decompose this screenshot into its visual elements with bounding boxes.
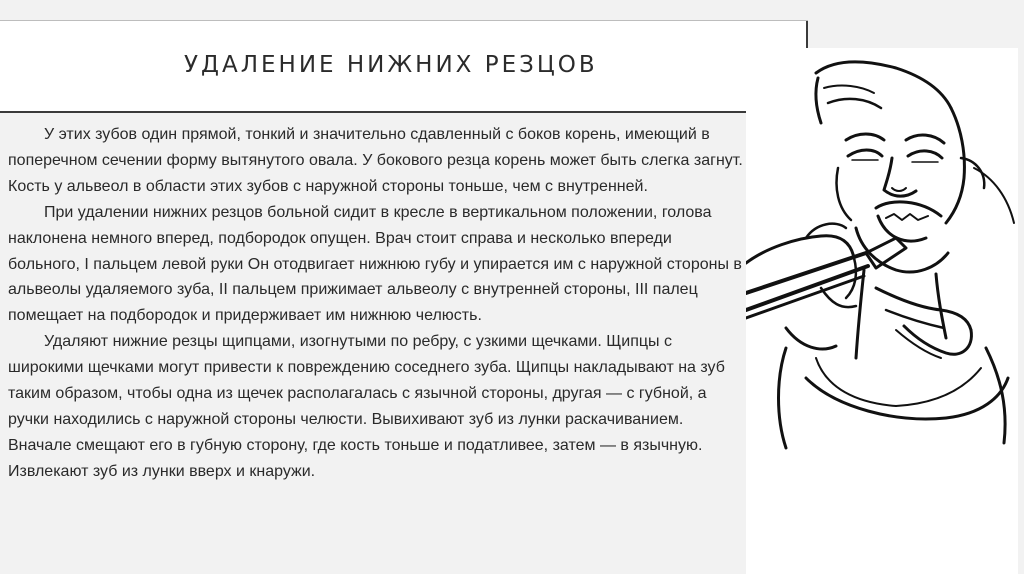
- paragraph-roots: У этих зубов один прямой, тонкий и значительно сдавленный с боков корень, имеющий в поперечном сечении форму вытянутого овала. У бокового резца корень может быть слегка загнут. Кость у альвеол в области этих зубов с наружной стороны тоньше, чем с внутренней.: [8, 126, 743, 195]
- title-top-divider: [0, 20, 808, 21]
- illustration-panel: [746, 48, 1018, 574]
- paragraph-forceps-technique: Удаляют нижние резцы щипцами, изогнутыми по ребру, с узкими щечками. Щипцы с широкими щечками могут привести к повреждению соседнего зуба. Щипцы накладывают на зуб таким образом, чтобы одна из щечек располагалась с язычной стороны, другая — с губной, а ручки находились с наружной стороны челюсти. Вывихивают зуб из лунки раскачиванием. Вначале смещают его в губную сторону, где кость тоньше и податливее, затем — в язычную. Извлекают зуб из лунки вверх и кнаружи.: [8, 333, 725, 480]
- patient-forceps-drawing: [746, 48, 1018, 574]
- slide-title: УДАЛЕНИЕ НИЖНИХ РЕЗЦОВ: [184, 52, 598, 78]
- paragraph-patient-position: При удалении нижних резцов больной сидит в кресле в вертикальном положении, голова наклонена немного вперед, подбородок опущен. Врач стоит справа и несколько впереди больного, I пальцем левой руки Он отодвигает нижнюю губу и упирается им с наружной стороны в альвеолы удаляемого зуба, II пальцем прижимает альвеолу с внутренней стороны, III палец помещает на подбородок и придерживает им нижнюю челюсть.: [8, 203, 742, 325]
- slide-body: [8, 122, 746, 485]
